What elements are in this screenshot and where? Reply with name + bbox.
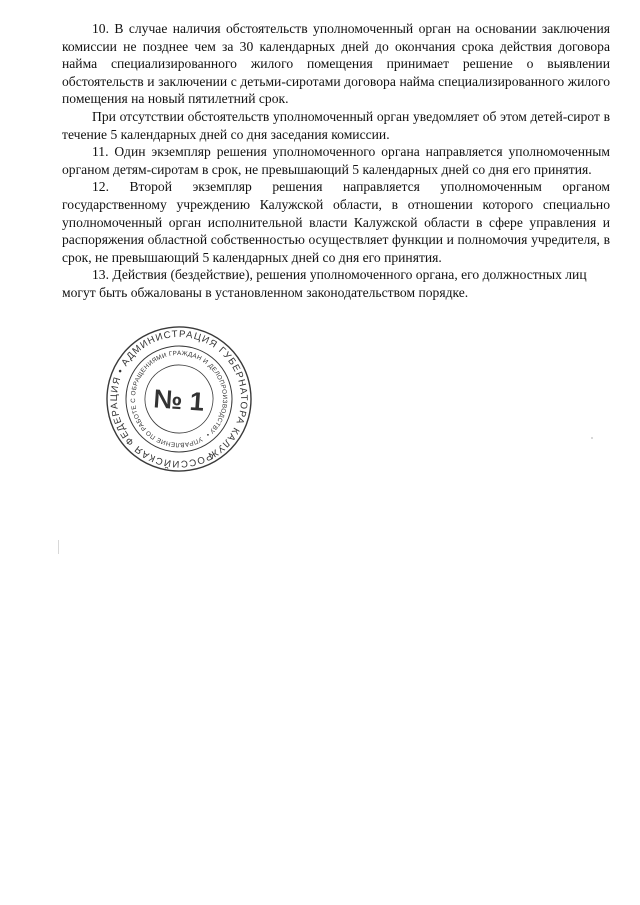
scan-dot-right: [591, 437, 593, 439]
seal-inner-text: УПРАВЛЕНИЕ ПО РАБОТЕ С ОБРАЩЕНИЯМИ ГРАЖДАН И ДЕЛОПРОИЗВОДСТВУ •: [129, 349, 229, 449]
document-body: [62, 20, 610, 302]
seal-number: № 1: [152, 383, 206, 417]
paragraph-no-circumstances: При отсутствии обстоятельств уполномоченный орган уведомляет об этом детей-сирот в течение 5 календарных дней со дня заседания комиссии.: [62, 108, 610, 142]
paragraph-10: 10. В случае наличия обстоятельств уполномоченный орган на основании заключения комиссии не позднее чем за 30 календарных дней до окончания срока действия договора найма специализированного жилого помещения принимает решение о выявлении обстоятельств и заключении с детьми-сиротами договора найма специализированного жилого помещения на новый пятилетний срок.: [62, 21, 610, 107]
seal-outer-text: РОССИЙСКАЯ ФЕДЕРАЦИЯ • АДМИНИСТРАЦИЯ ГУБЕРНАТОРА КАЛУЖСКОЙ: [108, 328, 250, 470]
paragraph-12: 12. Второй экземпляр решения направляется уполномоченным органом государственному учреждению Калужской области, в отношении которого специально уполномоченный орган исполнительной власти Калужской области в сфере управления и распоряжения областной собственностью осуществляет функции и полномочия учредителя, в срок, не превышающий 5 календарных дней со дня его принятия.: [62, 179, 610, 265]
paragraph-11: 11. Один экземпляр решения уполномоченного органа направляется уполномоченным органом детям-сиротам в срок, не превышающий 5 календарных дней со дня его принятия.: [62, 144, 610, 177]
scan-dot-left: [58, 540, 59, 554]
official-seal: [104, 324, 254, 474]
paragraph-13: 13. Действия (бездействие), решения уполномоченного органа, его должностных лиц могут быть обжалованы в установленном законодательством порядке.: [62, 267, 587, 300]
seal-graphic: [104, 324, 254, 474]
